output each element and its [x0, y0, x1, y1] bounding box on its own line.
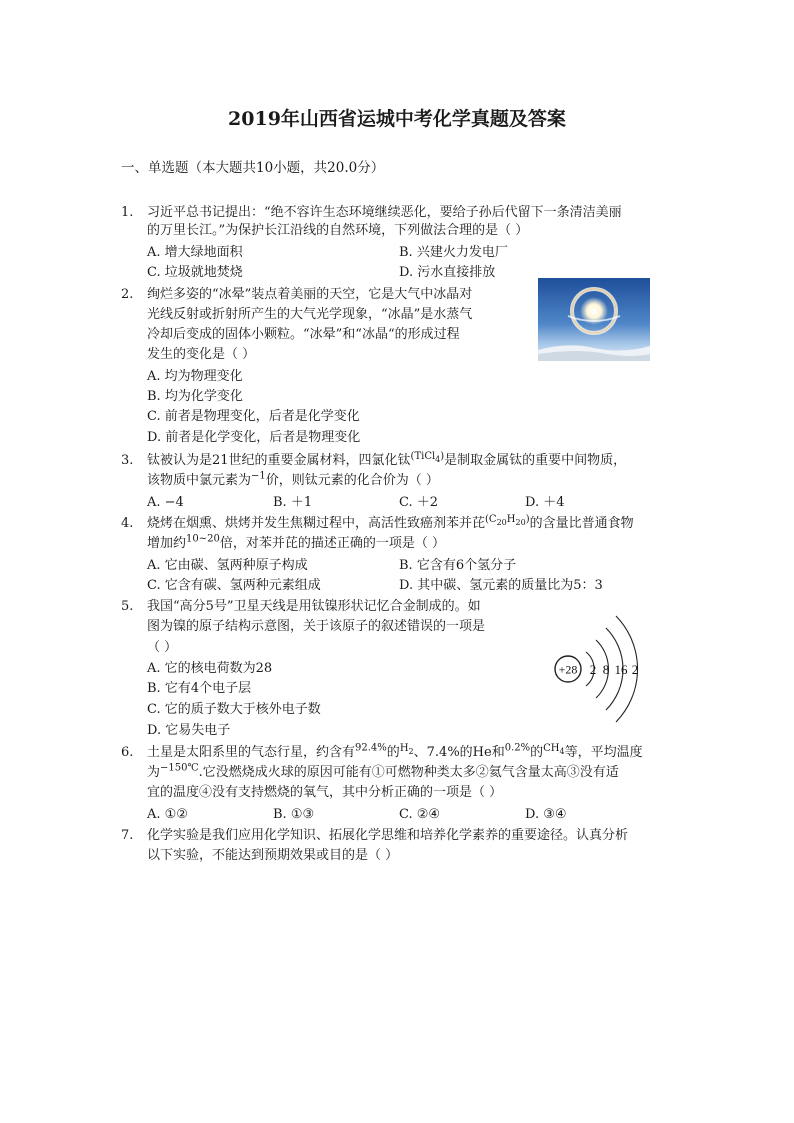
question-7-line-2: 以下实验，不能达到预期效果或目的是（ ） — [147, 848, 399, 863]
question-7-number: 7. — [121, 828, 134, 843]
question-1-line-2: 的万里长江。”为保护长江沿线的自然环境，下列做法合理的是（ ） — [147, 223, 529, 238]
question-5-option-b: B. 它有4个电子层 — [147, 681, 252, 696]
question-4-option-b: B. 它含有6个氢分子 — [399, 558, 517, 573]
question-4-line-2: 增加约$^{10\sim 20}$倍，对苯并芘的描述正确的一项是（ ） — [147, 533, 445, 551]
question-2-option-b: B. 均为化学变化 — [147, 389, 243, 404]
question-1-option-c: C. 垃圾就地焚烧 — [147, 265, 243, 280]
question-6-option-a: A. ①② — [147, 807, 188, 822]
question-3-option-b: B. ＋1 — [273, 495, 313, 510]
question-3-option-d: D. ＋4 — [525, 495, 565, 510]
question-3-number: 3. — [121, 453, 134, 468]
question-6-line-2: 为$^{-150℃}$.它没燃烧成火球的原因可能有①可燃物种类太多②氦气含量太高③没有适 — [147, 762, 619, 780]
question-2-line-3: 冷却后变成的固体小颗粒。“冰晕”和“冰晶“的形成过程 — [147, 327, 460, 342]
temperature-value: −150℃ — [160, 762, 199, 774]
nickel-atom-structure-diagram — [548, 604, 648, 734]
atom-shell-1-electrons: 2 — [589, 662, 597, 677]
question-5-number: 5. — [121, 599, 134, 614]
question-6-number: 6. — [121, 745, 134, 760]
question-1-number: 1. — [121, 205, 134, 220]
question-5-option-c: C. 它的质子数大于核外电子数 — [147, 702, 321, 717]
question-2-line-4: 发生的变化是（ ） — [147, 347, 256, 362]
ticl4-formula: (TiCl4) — [410, 450, 445, 464]
question-3-line-2: 该物质中氯元素为$^{-1}$价，则钛元素的化合价为（ ） — [147, 470, 439, 488]
atom-nucleus-charge: +28 — [558, 662, 578, 677]
question-5-line-1: 我国“高分5号”卫星天线是用钛镍形状记忆合金制成的。如 — [147, 599, 481, 614]
question-6-line-1: 土星是太阳系里的气态行星，约含有$^{92.4\%}$的$^{H_2}$、7.4%的He和$^{0.2\%}$的$^{CH_4}$等，平均温度 — [147, 742, 643, 760]
question-2-line-2: 光线反射或折射所产生的大气光学现象，“冰晶”是水蒸气 — [147, 307, 473, 322]
question-2-option-d: D. 前者是化学变化，后者是物理变化 — [147, 430, 361, 445]
question-3-line-1 — [147, 451, 626, 471]
benzopyrene-formula: (C20H20) — [485, 513, 530, 527]
page-title: 2019年山西省运城中考化学真题及答案 — [228, 108, 566, 130]
atom-shell-4-electrons: 2 — [631, 662, 639, 677]
question-3-option-a: A. −4 — [147, 495, 184, 510]
ch4-formula: CH4 — [543, 742, 565, 756]
question-6-option-d: D. ③④ — [525, 807, 567, 822]
question-2-line-1: 绚烂多姿的“冰晕”装点着美丽的天空，它是大气中冰晶对 — [147, 287, 473, 302]
question-5-option-a: A. 它的核电荷数为28 — [147, 661, 273, 676]
question-1-option-b: B. 兴建火力发电厂 — [399, 245, 508, 260]
question-6-option-c: C. ②④ — [399, 807, 441, 822]
question-4-option-d: D. 其中碳、氢元素的质量比为5：3 — [399, 578, 603, 593]
question-5-line-2: 图为镍的原子结构示意图，关于该原子的叙述错误的一项是 — [147, 619, 486, 634]
question-2-option-c: C. 前者是物理变化，后者是化学变化 — [147, 409, 360, 424]
question-2-number: 2. — [121, 287, 134, 302]
question-3-text-b: 是制取金属钛的重要中间物质， — [444, 453, 627, 468]
h2-formula: H2 — [399, 742, 414, 756]
atom-shell-3-electrons: 16 — [614, 662, 628, 677]
question-4-option-c: C. 它含有碳、氢两种元素组成 — [147, 578, 321, 593]
question-6-option-b: B. ①③ — [273, 807, 315, 822]
question-6-line-3: 宜的温度④没有支持燃烧的氧气，其中分析正确的一项是（ ） — [147, 785, 503, 800]
question-2-option-a: A. 均为物理变化 — [147, 369, 243, 384]
range-value: 10∼20 — [186, 533, 220, 545]
question-3-text-a: 钛被认为是21世纪的重要金属材料，四氯化钛 — [147, 453, 411, 468]
question-1-option-d: D. 污水直接排放 — [399, 265, 496, 280]
question-1-line-1: 习近平总书记提出：“绝不容许生态环境继续恶化，要给子孙后代留下一条清洁美丽 — [147, 205, 622, 220]
section-heading: 一、单选题（本大题共10小题，共20.0分） — [121, 160, 385, 176]
question-1-option-a: A. 增大绿地面积 — [147, 245, 243, 260]
question-4-line-1: 烧烤在烟熏、烘烤并发生焦糊过程中，高活性致癌剂苯并芘$^{(C_{20}H_{20})}$的含量比普通食物 — [147, 513, 634, 531]
question-4-number: 4. — [121, 516, 134, 531]
question-3-option-c: C. ＋2 — [399, 495, 439, 510]
question-5-option-d: D. 它易失电子 — [147, 723, 231, 738]
question-7-line-1: 化学实验是我们应用化学知识、拓展化学思维和培养化学素养的重要途径。认真分析 — [147, 828, 629, 843]
ice-halo-photo — [538, 278, 650, 361]
atom-shell-2-electrons: 8 — [602, 662, 610, 677]
question-5-line-3: （ ） — [147, 640, 178, 655]
chlorine-valence: −1 — [251, 470, 266, 482]
question-4-option-a: A. 它由碳、氢两种原子构成 — [147, 558, 308, 573]
